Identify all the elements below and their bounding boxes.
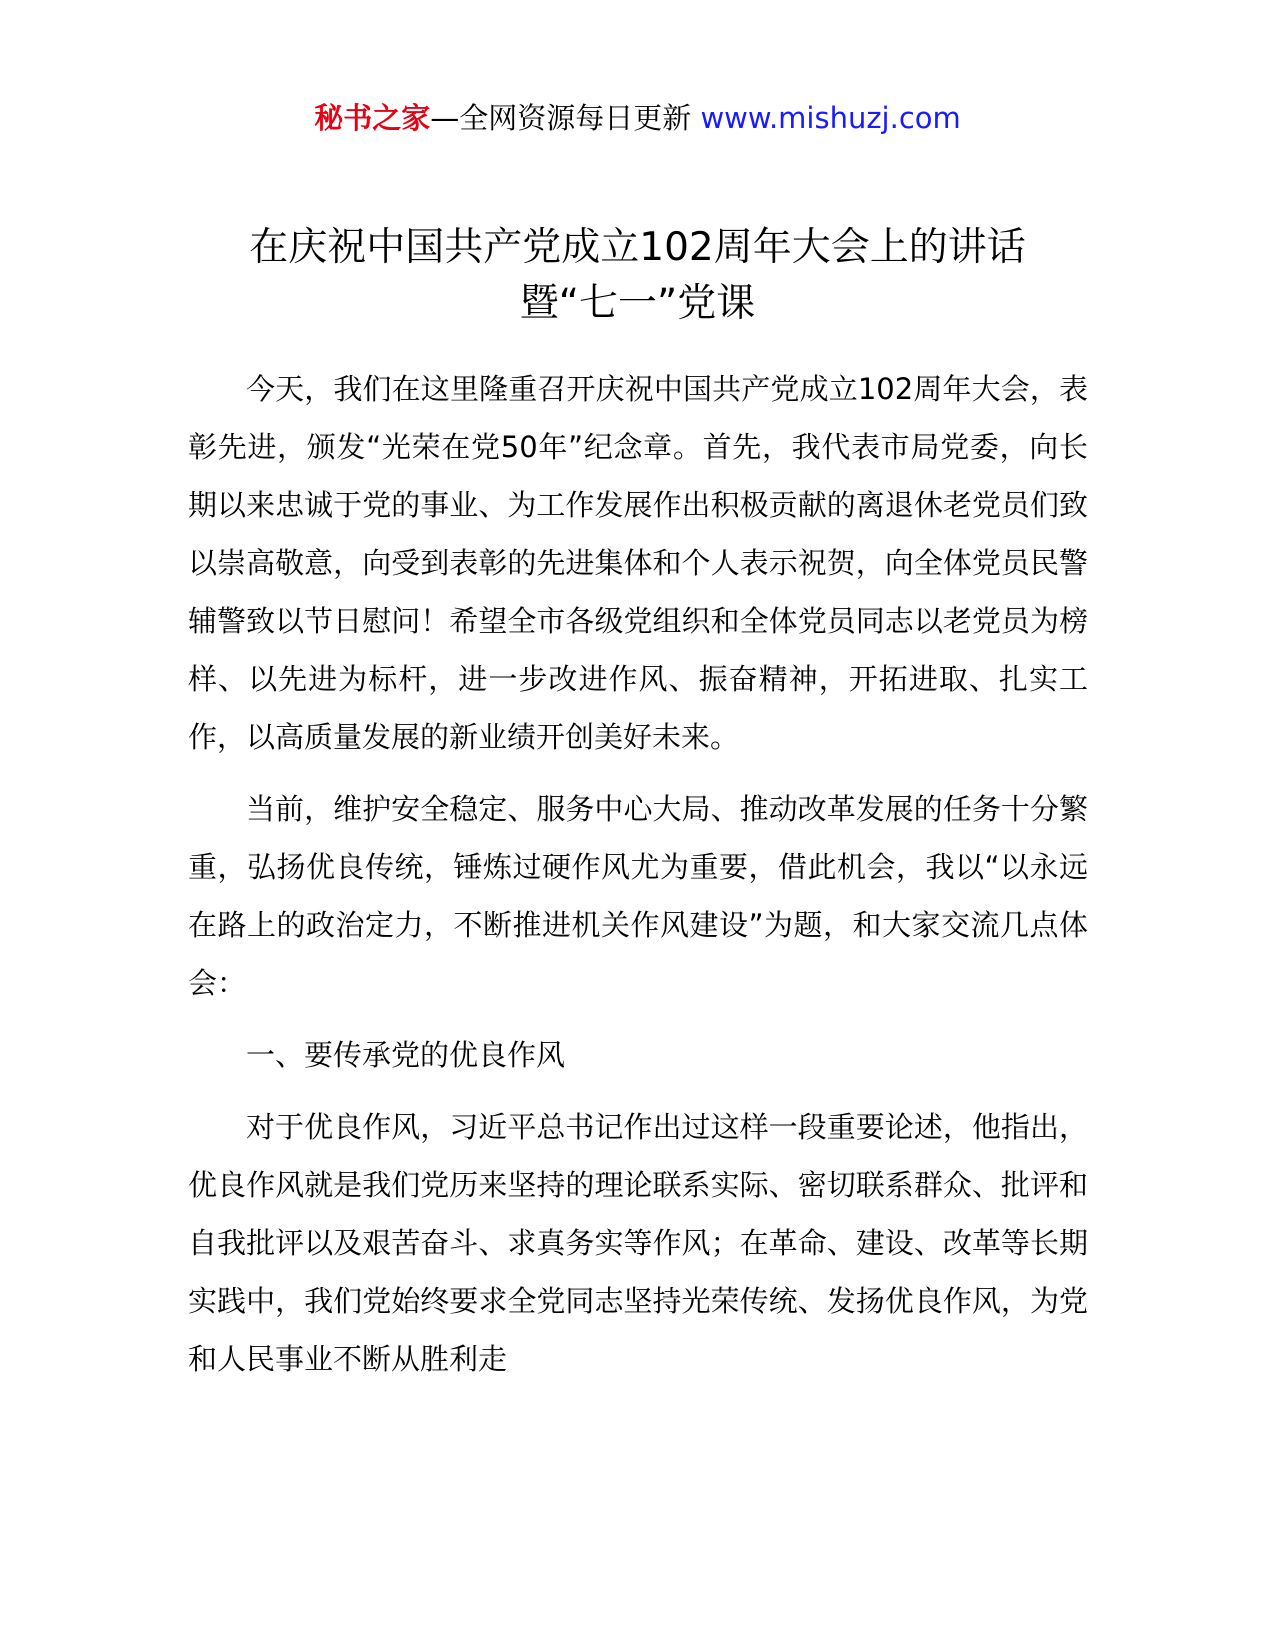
- site-brand: 秘书之家: [314, 101, 431, 135]
- document-body: [188, 360, 1088, 1402]
- title-line-2: 暨“七一”党课: [519, 281, 756, 326]
- site-header: [0, 98, 1275, 138]
- site-url-link[interactable]: www.mishuzj.com: [700, 101, 961, 135]
- paragraph-opening: 今天，我们在这里隆重召开庆祝中国共产党成立102周年大会，表彰先进，颁发“光荣在党50年”纪念章。首先，我代表市局党委，向长期以来忠诚于党的事业、为工作发展作出积极贡献的离退休老党员们致以崇高敬意，向受到表彰的先进集体和个人表示祝贺，向全体党员民警辅警致以节日慰问！希望全市各级党组织和全体党员同志以老党员为榜样、以先进为标杆，进一步改进作风、振奋精神，开拓进取、扎实工作，以高质量发展的新业绩开创美好未来。: [188, 372, 1088, 754]
- paragraph-section-1: 对于优良作风，习近平总书记作出过这样一段重要论述，他指出，优良作风就是我们党历来坚持的理论联系实际、密切联系群众、批评和自我批评以及艰苦奋斗、求真务实等作风；在革命、建设、改革等长期实践中，我们党始终要求全党同志坚持光荣传统、发扬优良作风，为党和人民事业不断从胜利走: [188, 1110, 1088, 1376]
- title-line-1: 在庆祝中国共产党成立102周年大会上的讲话: [249, 225, 1026, 270]
- paragraph-context: 当前，维护安全稳定、服务中心大局、推动改革发展的任务十分繁重，弘扬优良传统，锤炼过硬作风尤为重要，借此机会，我以“以永远在路上的政治定力，不断推进机关作风建设”为题，和大家交流几点体会：: [188, 792, 1088, 1000]
- section-heading-1: 一、要传承党的优良作风: [246, 1038, 566, 1072]
- document-title: [150, 220, 1125, 332]
- site-tagline: —全网资源每日更新: [430, 101, 692, 135]
